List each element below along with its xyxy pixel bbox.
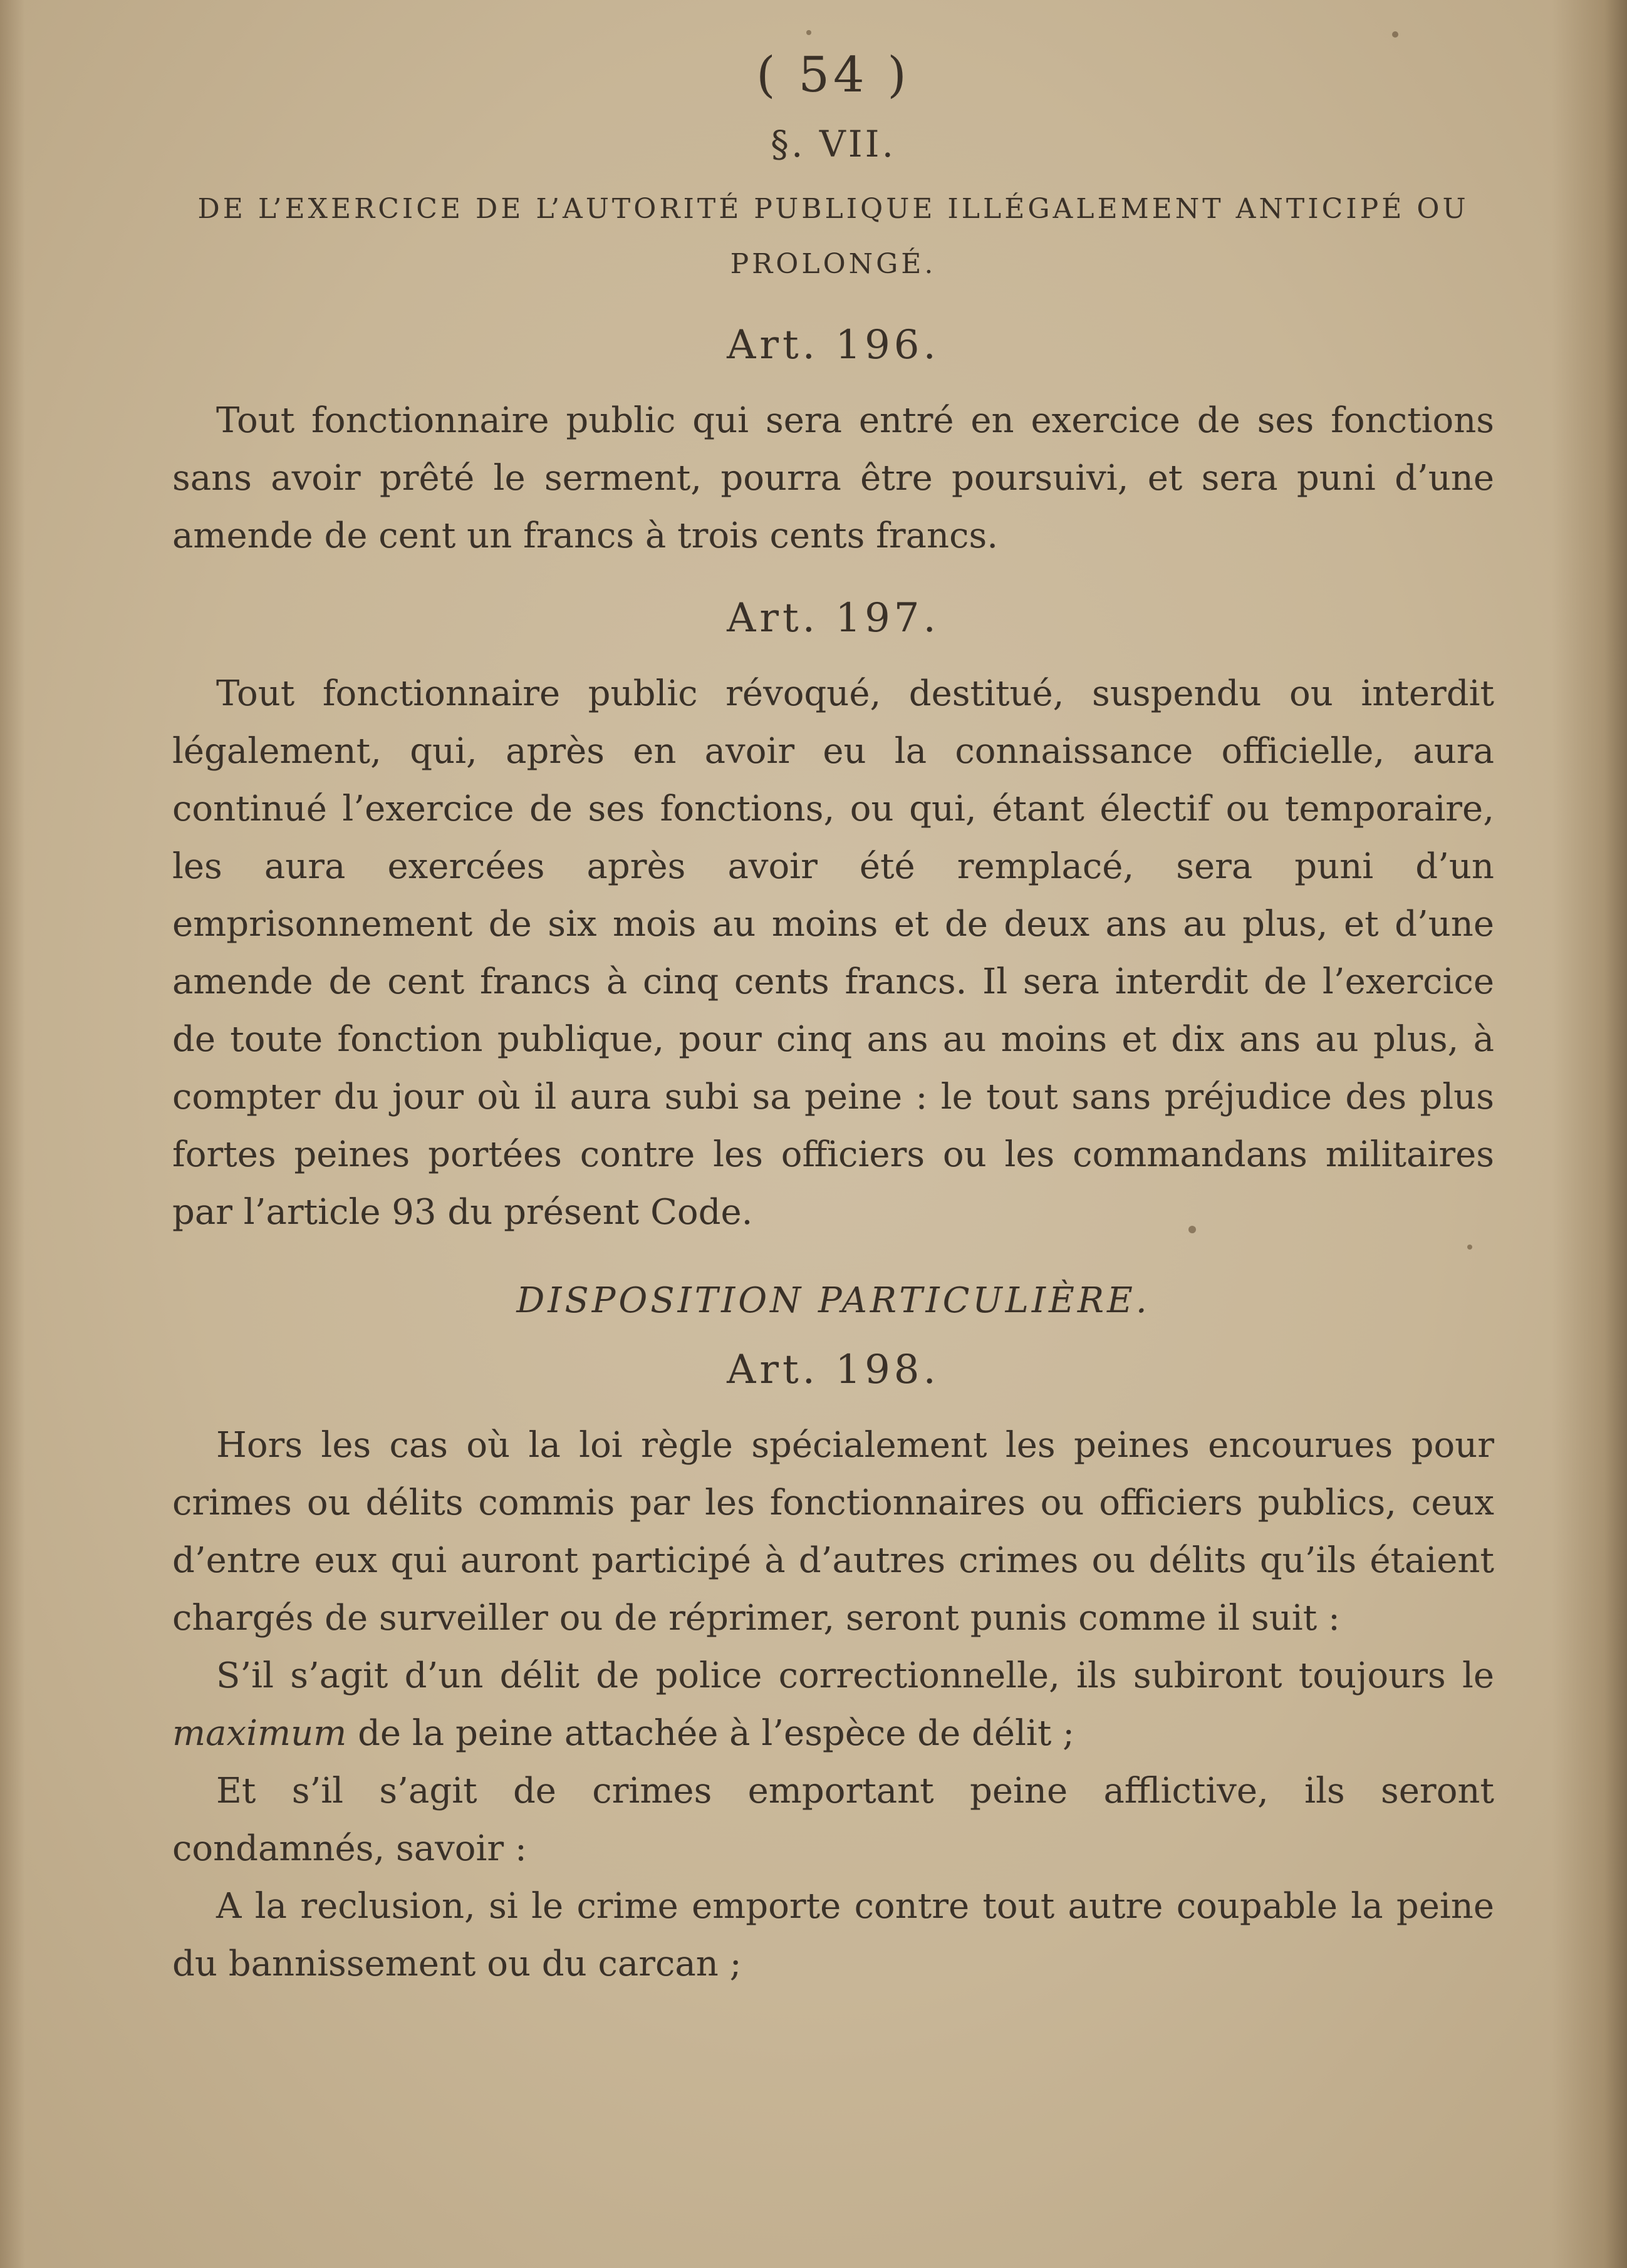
article-198-paragraph-3: Et s’il s’agit de crimes emportant peine afflictive, ils seront condamnés, savoir : <box>172 1771 1494 1869</box>
page-content <box>172 38 1494 1993</box>
maximum-italic: maximum <box>172 1713 347 1754</box>
ink-spot <box>1392 31 1398 38</box>
ink-spot <box>806 30 811 35</box>
article-198-paragraph-4: A la reclusion, si le crime emporte contre tout autre coupable la peine du bannissement ou du carcan ; <box>172 1886 1494 1984</box>
article-198-paragraph-1: Hors les cas où la loi règle spécialement les peines encourues pour crimes ou délits commis par les fonctionnaires ou officiers publics, ceux d’entre eux qui auront participé à d’autres crimes ou délits qu’ils étaient chargés de surveiller ou de réprimer, seront punis comme il suit : <box>172 1425 1494 1639</box>
paragraph-2-text-before: S’il s’agit d’un délit de police correctionnelle, ils subiront toujours le <box>216 1655 1494 1696</box>
page-number: ( 54 ) <box>756 47 910 103</box>
section-heading: §. VII. <box>770 123 897 165</box>
article-197-text: Tout fonctionnaire public révoqué, destitué, suspendu ou interdit légalement, qui, après en avoir eu la connaissance officielle, aura continué l’exercice de ses fonctions, ou qui, étant électif ou temporaire, les aura exercées après avoir été remplacé, sera puni d’un emprisonnement de six mois au moins et de deux ans au plus, et d’une amende de cent francs à cinq cents francs. Il sera interdit de l’exercice de toute fonction publique, pour cinq ans au moins et dix ans au plus, à compter du jour où il aura subi sa peine : le tout sans préjudice des plus fortes peines portées contre les officiers ou les commandans militaires par l’article 93 du présent Code. <box>172 673 1494 1233</box>
article-198-heading: Art. 198. <box>727 1347 940 1393</box>
section-title: DE L’EXERCICE DE L’AUTORITÉ PUBLIQUE ILLÉGALEMENT ANTICIPÉ OU PROLONGÉ. <box>197 193 1469 280</box>
article-196-heading: Art. 196. <box>727 322 940 368</box>
page-right-edge-shadow <box>1552 0 1627 2268</box>
article-198-paragraph-2 <box>172 1647 1494 1763</box>
article-197-heading: Art. 197. <box>727 595 940 641</box>
article-196-text: Tout fonctionnaire public qui sera entré en exercice de ses fonctions sans avoir prêté le serment, pourra être poursuivi, et sera puni d’une amende de cent un francs à trois cents francs. <box>172 400 1494 556</box>
disposition-heading: DISPOSITION PARTICULIÈRE. <box>516 1280 1150 1321</box>
paragraph-2-text-after: de la peine attachée à l’espèce de délit ; <box>358 1713 1074 1754</box>
page-left-edge-shadow <box>0 0 25 2268</box>
